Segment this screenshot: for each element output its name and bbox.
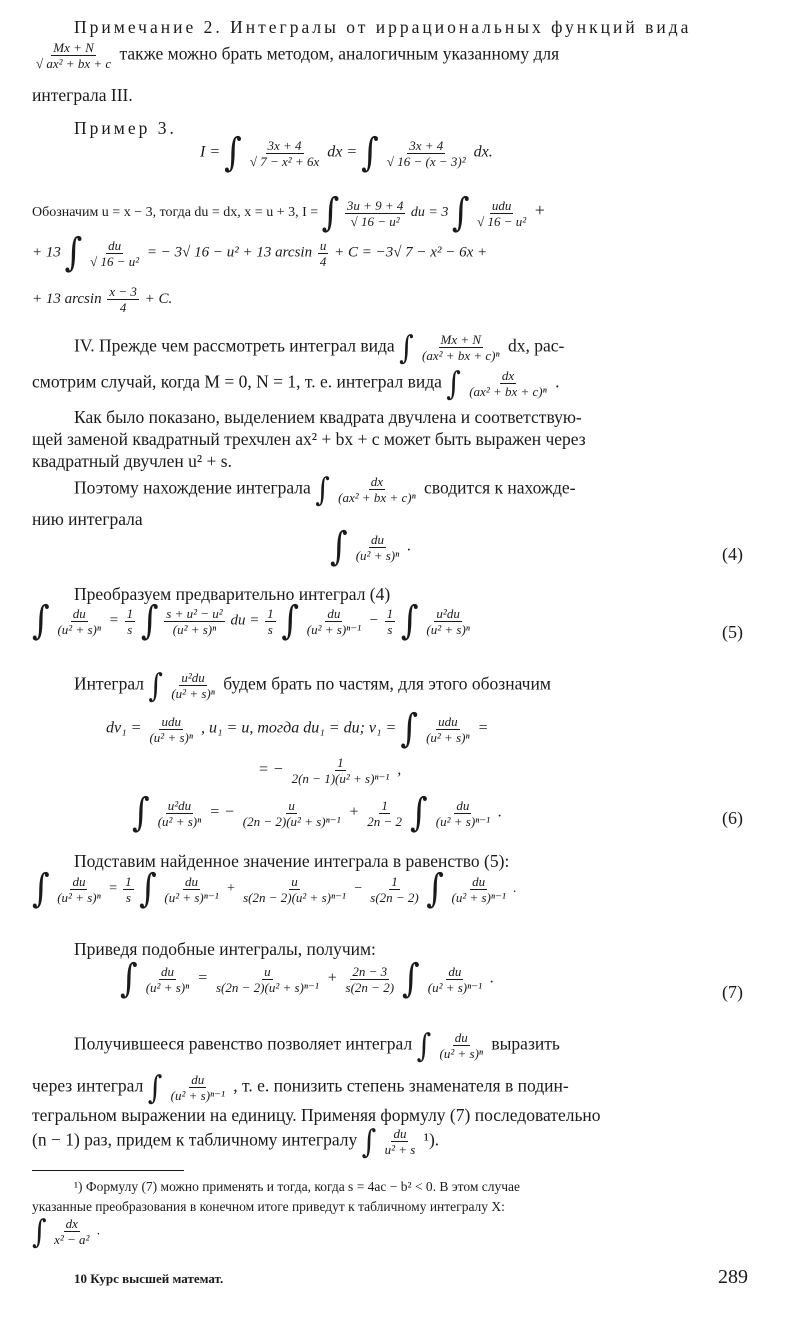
e7a-b: [123, 874, 134, 905]
e6d: [434, 798, 492, 829]
note2-frac-num: Mx + N: [53, 40, 94, 55]
f7-num: x − 3: [109, 284, 137, 299]
e5f-num: 1: [386, 605, 394, 621]
e6-eq: = −: [209, 803, 235, 821]
f2-den: √ 16 − (x − 3)²: [386, 153, 466, 169]
eq1-dx: dx =: [327, 143, 358, 161]
integral-sign: ∫: [451, 190, 470, 236]
fn-num: dx: [65, 1216, 78, 1231]
e7a-e: [368, 874, 421, 905]
s4-p12: [74, 1025, 560, 1064]
s4-p5: квадратный двучлен u² + s.: [32, 451, 232, 471]
p15a: (n − 1) раз, придем к табличному интегралу: [32, 1129, 358, 1150]
e5a-den: (u² + s)ⁿ: [57, 621, 101, 637]
s4-p14: тегральном выражении на единицу. Применяя формулу (7) последовательно: [32, 1105, 601, 1125]
example3-label: Пример 3.: [74, 118, 177, 138]
integral-sign: ∫: [224, 130, 242, 176]
footnote-line1: ¹) Формулу (7) можно применять и тогда, когда s = 4ac − b² < 0. В этом случае: [74, 1179, 520, 1194]
p1f-den: (ax² + bx + c)ⁿ: [422, 348, 500, 363]
e7aa-num: du: [72, 873, 86, 889]
equation-6: [132, 790, 503, 836]
e7-d: [426, 964, 484, 995]
e6a-den: (u² + s)ⁿ: [157, 813, 202, 829]
p2a: смотрим случай, когда M = 0, N = 1, т. е. интеграл вида: [32, 371, 442, 392]
eq1-dx2: dx.: [473, 143, 493, 161]
parts1c: =: [477, 719, 489, 737]
plus: +: [533, 200, 546, 221]
e5a: [55, 606, 102, 637]
p9-frac: [169, 670, 216, 701]
integral-sign: ∫: [147, 1067, 163, 1106]
parts1-frac: [147, 714, 194, 745]
p9f-den: (u² + s)ⁿ: [171, 686, 215, 701]
e6d-num: du: [456, 797, 470, 813]
eq4-pre: + 13 arcsin: [32, 290, 102, 307]
p13b: , т. е. понизить степень знаменателя в подин-: [233, 1075, 569, 1096]
f5-den: √ 16 − u²: [90, 253, 140, 269]
f7: [107, 284, 139, 315]
e5d-den: s: [267, 621, 273, 637]
signature: 10 Курс высшей математ.: [74, 1271, 224, 1286]
integral-sign: ∫: [64, 230, 83, 276]
e6d-den: (u² + s)ⁿ⁻¹: [435, 813, 491, 829]
e5b-den: s: [127, 621, 133, 637]
e5g: [424, 606, 471, 637]
p15b: ¹).: [423, 1129, 440, 1150]
e7c-num: 2n − 3: [352, 963, 388, 979]
p12b: выразить: [491, 1033, 560, 1054]
e7-tail: .: [490, 969, 494, 987]
fn-tail: .: [96, 1223, 101, 1239]
parts1g-den: (u² + s)ⁿ: [426, 729, 470, 745]
s4-p8: Преобразуем предварительно интеграл (4): [74, 584, 391, 604]
p1a: IV. Прежде чем рассмотреть интеграл вида: [74, 335, 395, 356]
eq4-den: (u² + s)ⁿ: [355, 547, 400, 563]
integral-sign: ∫: [139, 866, 157, 912]
example3-eq4: [32, 284, 172, 315]
f6-den: 4: [319, 253, 327, 269]
footnote-line2: указанные преобразования в конечном итоге приведут к табличному интегралу X:: [32, 1199, 505, 1214]
f6-num: u: [319, 237, 327, 253]
s4-p6: [74, 469, 576, 508]
p9a: Интеграл: [74, 673, 144, 694]
integral-sign: ∫: [330, 524, 348, 570]
eq4-post: + C.: [144, 290, 173, 307]
integral-sign: ∫: [281, 598, 300, 644]
parts1f-num: udu: [161, 713, 181, 729]
f3-den: √ 16 − u²: [350, 213, 400, 229]
p2f-den: (ax² + bx + c)ⁿ: [469, 384, 547, 399]
e7ac-den: (u² + s)ⁿ⁻¹: [164, 889, 219, 905]
s4-p3: Как было показано, выделением квадрата двучлена и соответствую-: [74, 407, 582, 427]
eq4-frac: [354, 532, 401, 563]
integral-sign: ∫: [321, 190, 340, 236]
p2f-num: dx: [501, 368, 515, 383]
example3-eq3: [32, 230, 488, 276]
e7af-den: (u² + s)ⁿ⁻¹: [451, 889, 506, 905]
p13-frac: [169, 1072, 227, 1103]
e7ac-num: du: [185, 873, 198, 889]
example3-eq1: [200, 130, 493, 176]
s4-p10: Подставим найденное значение интеграла в равенство (5):: [74, 851, 510, 871]
e6a-num: u²du: [167, 797, 192, 813]
f4-den: √ 16 − u²: [477, 213, 527, 229]
e6b: [241, 798, 343, 829]
integral-sign: ∫: [361, 1121, 377, 1160]
page-number: 289: [718, 1266, 748, 1288]
parts1a: dv₁ =: [106, 719, 142, 737]
e7-b: [214, 964, 321, 995]
parts2a: = −: [258, 761, 284, 779]
f7-den: 4: [119, 300, 127, 315]
equation-number-7: (7): [722, 982, 743, 1002]
e7a-minus: −: [353, 881, 363, 897]
f1-den: √ 7 − x² + 6x: [249, 153, 320, 169]
e7d-num: du: [448, 963, 462, 979]
e7a-num: du: [160, 963, 174, 979]
e5e-num: du: [327, 605, 341, 621]
f3-num: 3u + 9 + 4: [346, 197, 404, 213]
e7ad-den: s(2n − 2)(u² + s)ⁿ⁻¹: [243, 889, 346, 905]
e5b: [125, 606, 136, 637]
integral-sign: ∫: [148, 665, 163, 704]
e7aa-den: (u² + s)ⁿ: [57, 889, 101, 905]
e6c-den: 2n − 2: [367, 813, 403, 829]
note2-line2: [32, 40, 559, 71]
eq4-num: du: [370, 531, 384, 547]
e5d-num: 1: [267, 605, 274, 621]
p15-frac: [383, 1126, 418, 1157]
e5f: [385, 606, 396, 637]
e7ae-num: 1: [391, 873, 398, 889]
s4-p7: нию интеграла: [32, 509, 143, 529]
e5g-den: (u² + s)ⁿ: [426, 621, 470, 637]
note2-frac-den: √ ax² + bx + c: [36, 56, 112, 71]
f6: [318, 238, 329, 269]
parts2-frac: [290, 755, 392, 786]
integral-sign: ∫: [410, 790, 428, 836]
integral-sign: ∫: [32, 1211, 47, 1250]
p13a: через интеграл: [32, 1075, 144, 1096]
f4-num: udu: [491, 197, 512, 213]
p12-frac: [438, 1030, 485, 1061]
f2-num: 3x + 4: [409, 137, 444, 153]
e5g-num: u²du: [436, 605, 460, 621]
note2-line1: [74, 16, 691, 38]
note2-text: Примечание 2. Интегралы от иррациональных функций вида: [74, 17, 692, 37]
eq3-mid: = − 3√ 16 − u² + 13 arcsin: [146, 244, 313, 261]
e7af-num: du: [472, 873, 486, 889]
e5-du: du =: [230, 612, 260, 629]
e7b-num: u: [264, 963, 271, 979]
e5-minus: −: [368, 612, 379, 629]
e6b-num: u: [288, 797, 295, 813]
e5d: [265, 606, 276, 637]
s4-p13: [32, 1067, 569, 1106]
p1b: dx, рас-: [507, 335, 565, 356]
e7d-den: (u² + s)ⁿ⁻¹: [427, 979, 482, 995]
eq1-frac1: [248, 138, 321, 169]
e7a-eq: =: [108, 881, 118, 897]
p12a: Получившееся равенство позволяет интеграл: [74, 1033, 413, 1054]
e7ad-num: u: [291, 873, 298, 889]
du3: du = 3: [410, 205, 449, 221]
e7c-den: s(2n − 2): [345, 979, 395, 995]
e5f-den: s: [387, 621, 393, 637]
eq3-pre: + 13: [32, 244, 61, 261]
p2b: .: [555, 371, 560, 392]
parts2f-den: 2(n − 1)(u² + s)ⁿ⁻¹: [291, 771, 390, 786]
integral-sign: ∫: [402, 956, 420, 1002]
f5: [88, 238, 141, 269]
integral-sign: ∫: [416, 1025, 432, 1064]
f1-num: 3x + 4: [267, 137, 302, 153]
equation-5: [32, 598, 474, 644]
equation-number-6: (6): [722, 808, 743, 828]
integral-sign: ∫: [315, 469, 330, 508]
parts-line2: [258, 755, 401, 786]
equation-7: [120, 956, 494, 1002]
e7a-tail: .: [513, 881, 517, 897]
equation-number-4: (4): [722, 544, 743, 564]
e5c: [164, 606, 224, 637]
parts1-frac2: [424, 714, 471, 745]
p13f-den: (u² + s)ⁿ⁻¹: [170, 1088, 225, 1103]
s4-p9: [74, 665, 551, 704]
integral-sign: ∫: [426, 866, 444, 912]
integral-sign: ∫: [400, 598, 419, 644]
s4-p15: [32, 1121, 440, 1160]
p12f-den: (u² + s)ⁿ: [439, 1046, 484, 1061]
e6c: [365, 798, 404, 829]
e7a-f: [449, 874, 507, 905]
parts1g-num: udu: [438, 713, 458, 729]
p6b: сводится к нахожде-: [424, 477, 576, 498]
e6-plus: +: [348, 803, 360, 821]
footnote-rule: [32, 1170, 184, 1171]
fn-frac: [52, 1216, 91, 1247]
e5c-den: (u² + s)ⁿ: [172, 621, 217, 637]
e5e-den: (u² + s)ⁿ⁻¹: [306, 621, 362, 637]
e5e: [305, 606, 363, 637]
parts1f-den: (u² + s)ⁿ: [149, 729, 193, 745]
e7a-d: [241, 874, 348, 905]
integral-sign: ∫: [399, 327, 414, 366]
footnote-formula: [32, 1211, 101, 1250]
p6f-num: dx: [370, 474, 384, 489]
parts1b: , u₁ = u, тогда du₁ = du; v₁ =: [200, 719, 397, 737]
e5c-num: s + u² − u²: [166, 605, 223, 621]
integral-sign: ∫: [400, 706, 419, 752]
parts2f-num: 1: [337, 755, 344, 770]
e7a-c: [162, 874, 220, 905]
e6c-num: 1: [381, 797, 388, 813]
e7ab-num: 1: [125, 873, 132, 889]
integral-sign: ∫: [361, 130, 379, 176]
e5a-num: du: [72, 605, 86, 621]
e7ae-den: s(2n − 2): [370, 889, 419, 905]
e7ab-den: s: [125, 889, 131, 905]
equation-4: [330, 524, 412, 570]
e7a-den: (u² + s)ⁿ: [145, 979, 190, 995]
integral-sign: ∫: [140, 598, 159, 644]
s4-p11: Приведя подобные интегралы, получим:: [74, 939, 376, 959]
p12f-num: du: [454, 1030, 468, 1045]
e7a-plus: +: [226, 881, 236, 897]
e6b-den: (2n − 2)(u² + s)ⁿ⁻¹: [242, 813, 341, 829]
p6f-den: (ax² + bx + c)ⁿ: [338, 490, 416, 505]
p6a: Поэтому нахождение интеграла: [74, 477, 311, 498]
eq3-post: + C = −3√ 7 − x² − 6x +: [334, 244, 488, 261]
e6a: [156, 798, 203, 829]
e7-c: [344, 964, 397, 995]
e7-a: [144, 964, 191, 995]
equation-number-5: (5): [722, 622, 743, 642]
e7-eq: =: [197, 969, 208, 987]
e7-plus: +: [326, 969, 338, 987]
integral-sign: ∫: [32, 598, 50, 644]
note2-text2: также можно брать методом, аналогичным указанному для: [119, 43, 560, 64]
s4-p1: [74, 327, 565, 366]
e6-tail: .: [498, 803, 503, 821]
equation-7a: [32, 866, 517, 912]
f5-num: du: [108, 237, 122, 253]
parts2b: ,: [397, 761, 402, 779]
e7b-den: s(2n − 2)(u² + s)ⁿ⁻¹: [216, 979, 319, 995]
subst-text: Обозначим u = x − 3, тогда du = dx, x = u + 3, I =: [32, 205, 319, 221]
fn-den: x² − a²: [54, 1232, 90, 1247]
p9b: будем брать по частям, для этого обозначим: [223, 673, 551, 694]
e7a-a: [55, 874, 102, 905]
integral-sign: ∫: [120, 956, 138, 1002]
e5-eq: =: [108, 612, 119, 629]
parts-line1: [106, 706, 489, 752]
s4-p4: щей заменой квадратный трехчлен ax² + bx + c может быть выражен через: [32, 429, 586, 449]
p15f-num: du: [393, 1126, 407, 1141]
eq1-lhs: I =: [200, 143, 221, 161]
example3-eq2: [32, 190, 546, 236]
p13f-num: du: [191, 1072, 205, 1087]
p15f-den: u² + s: [384, 1142, 416, 1157]
p2-frac: [467, 368, 549, 399]
p1-frac: [420, 332, 502, 363]
f3: [345, 198, 406, 229]
integral-sign: ∫: [132, 790, 150, 836]
note2-line3: интеграла III.: [32, 85, 133, 105]
eq1-frac2: [385, 138, 468, 169]
p6-frac: [336, 474, 418, 505]
e5b-num: 1: [126, 605, 134, 621]
f4: [475, 198, 528, 229]
p9f-num: u²du: [181, 670, 205, 685]
integral-sign: ∫: [32, 866, 50, 912]
note2-fraction: [34, 40, 113, 71]
p1f-num: Mx + N: [440, 332, 482, 347]
eq4-tail: .: [407, 537, 412, 555]
s4-p2: [32, 363, 560, 402]
integral-sign: ∫: [446, 363, 461, 402]
